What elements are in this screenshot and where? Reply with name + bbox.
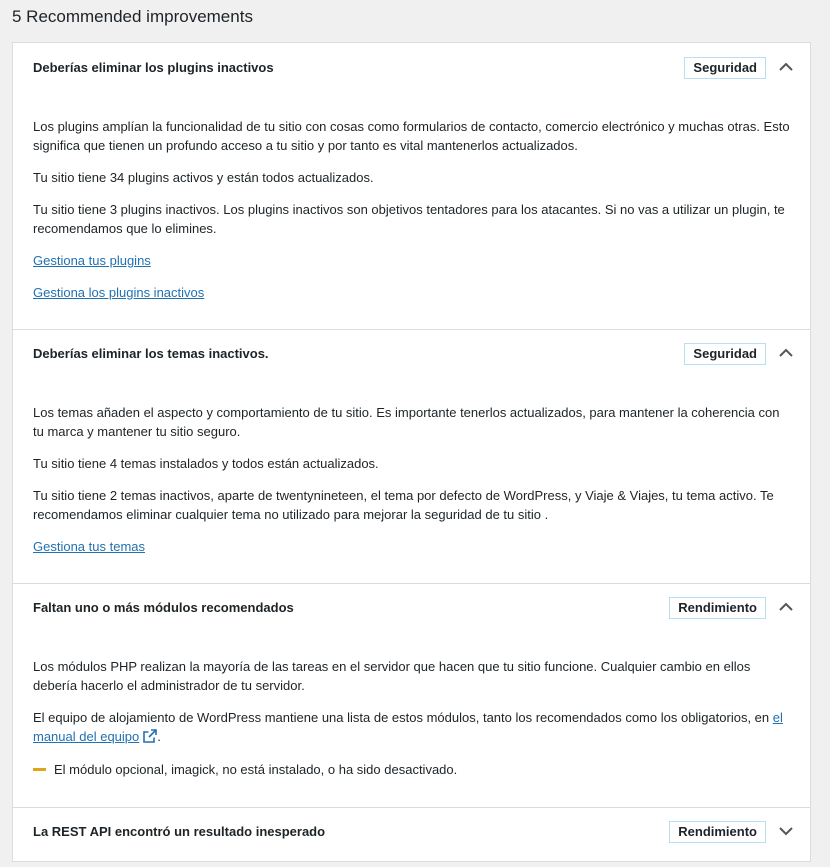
description-text: Los temas añaden el aspecto y comportamiento de tu sitio. Es importante tenerlos actualizados, para mantener la coherencia con tu marca y mantener tu sitio seguro. bbox=[33, 405, 780, 439]
recommendation-item bbox=[13, 329, 810, 584]
manage-inactive-plugins-link[interactable]: Gestiona los plugins inactivos bbox=[33, 285, 205, 300]
item-title: Deberías eliminar los plugins inactivos bbox=[33, 60, 274, 75]
chevron-up-icon[interactable] bbox=[774, 55, 798, 79]
detail-text: Tu sitio tiene 2 temas inactivos, aparte de twentynineteen, el tema por defecto de WordPress, y Viaje & Viajes, tu tema activo. Te recomendamos eliminar cualquier tema no utilizado para mejorar la seguridad de tu sitio . bbox=[33, 488, 774, 522]
page-title: 5 Recommended improvements bbox=[12, 7, 253, 26]
status-text: Tu sitio tiene 4 temas instalados y todos están actualizados. bbox=[33, 456, 379, 471]
item-body bbox=[33, 403, 790, 573]
chevron-up-icon[interactable] bbox=[774, 341, 798, 365]
detail-text-prefix: El equipo de alojamiento de WordPress mantiene una lista de estos módulos, tanto los recomendados como los obligatorios, en bbox=[33, 710, 770, 725]
item-title: Deberías eliminar los temas inactivos. bbox=[33, 346, 269, 361]
item-header[interactable] bbox=[13, 583, 810, 635]
detail-text: Tu sitio tiene 3 plugins inactivos. Los plugins inactivos son objetivos tentadores para los atacantes. Si no vas a utilizar un plugin, te recomendamos que lo elimines. bbox=[33, 202, 785, 236]
item-body bbox=[33, 117, 790, 317]
item-header[interactable] bbox=[13, 329, 810, 381]
recommendation-item bbox=[13, 583, 810, 808]
manage-themes-link[interactable]: Gestiona tus temas bbox=[33, 539, 145, 554]
warning-dash-icon bbox=[33, 768, 46, 771]
status-text: Tu sitio tiene 34 plugins activos y están todos actualizados. bbox=[33, 170, 374, 185]
warning-text: El módulo opcional, imagick, no está instalado, o ha sido desactivado. bbox=[54, 762, 458, 777]
recommendation-item bbox=[13, 807, 810, 867]
category-badge: Rendimiento bbox=[669, 821, 766, 843]
item-body bbox=[33, 657, 790, 797]
warning-row bbox=[33, 760, 790, 779]
item-title: Faltan uno o más módulos recomendados bbox=[33, 600, 294, 615]
category-badge: Rendimiento bbox=[669, 597, 766, 619]
chevron-up-icon[interactable] bbox=[774, 595, 798, 619]
item-header[interactable] bbox=[13, 43, 810, 95]
manage-plugins-link[interactable]: Gestiona tus plugins bbox=[33, 253, 151, 268]
item-header[interactable] bbox=[13, 807, 810, 859]
detail-text bbox=[33, 708, 790, 748]
item-title: La REST API encontró un resultado inesperado bbox=[33, 824, 326, 839]
recommendations-panel bbox=[12, 42, 811, 862]
description-text: Los plugins amplían la funcionalidad de tu sitio con cosas como formularios de contacto, comercio electrónico y muchas otras. Esto significa que tienen un profundo acceso a tu sitio y por tanto es vital mantenerlos actualizados. bbox=[33, 119, 790, 153]
external-link-icon bbox=[143, 729, 157, 748]
team-handbook-link-label: el manual del equipo bbox=[33, 710, 783, 744]
detail-text-suffix: . bbox=[157, 729, 161, 744]
recommendation-item bbox=[13, 43, 810, 330]
category-badge: Seguridad bbox=[684, 343, 766, 365]
chevron-down-icon[interactable] bbox=[774, 819, 798, 843]
description-text: Los módulos PHP realizan la mayoría de las tareas en el servidor que hacen que tu sitio funcione. Cualquier cambio en ellos debería hacerlo el administrador de tu servidor. bbox=[33, 659, 751, 693]
category-badge: Seguridad bbox=[684, 57, 766, 79]
